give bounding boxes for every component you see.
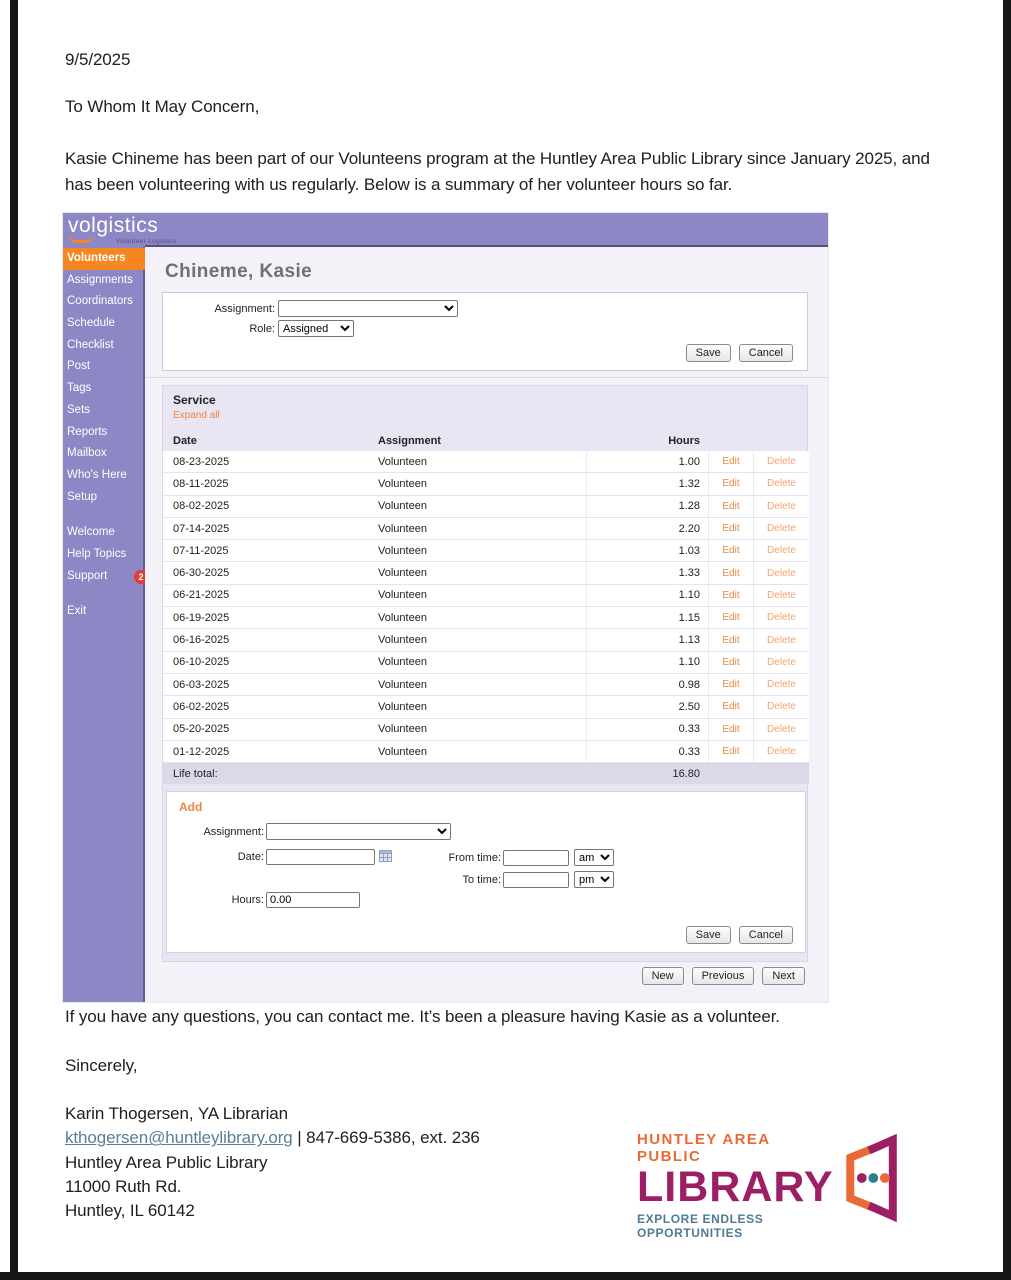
edit-link[interactable]: Edit [708,451,753,472]
add-cancel-button[interactable]: Cancel [739,926,793,944]
page-title: Chineme, Kasie [165,261,313,282]
edit-link[interactable]: Edit [708,607,753,628]
service-row [163,741,809,763]
life-total-row [163,763,809,784]
service-assignment: Volunteen [378,455,427,468]
delete-link[interactable]: Delete [753,451,809,472]
delete-link[interactable]: Delete [753,652,809,673]
service-date: 06-30-2025 [173,567,230,580]
volgistics-tagline: Volunteer Logistics [116,238,177,245]
delete-link[interactable]: Delete [753,585,809,606]
letter-date: 9/5/2025 [65,50,131,69]
add-assignment-select[interactable] [266,823,451,840]
edit-link[interactable]: Edit [708,629,753,650]
service-date: 07-14-2025 [173,522,230,535]
service-date: 08-11-2025 [173,477,229,490]
delete-link[interactable]: Delete [753,719,809,740]
service-assignment: Volunteen [378,477,427,490]
delete-link[interactable]: Delete [753,629,809,650]
next-button[interactable]: Next [762,967,805,985]
delete-link[interactable]: Delete [753,607,809,628]
email-link[interactable]: kthogersen@huntleylibrary.org [65,1128,293,1148]
volgistics-smile-icon [69,235,93,243]
service-title: Service [173,393,216,407]
assignment-form [162,292,808,371]
expand-all-link[interactable]: Expand all [173,410,220,421]
service-row [163,451,809,473]
sidebar-item[interactable]: Schedule [67,317,115,330]
service-date: 06-19-2025 [173,611,230,624]
service-hours: 1.28 [586,496,708,517]
sidebar-item[interactable]: Reports [67,425,108,438]
service-date: 06-03-2025 [173,678,230,691]
col-hours: Hours [668,435,700,447]
org-name: Huntley Area Public Library [65,1152,268,1172]
add-title: Add [179,800,203,814]
service-hours: 0.33 [586,741,708,762]
hours-label: Hours: [231,894,264,906]
service-row [163,518,809,540]
edit-link[interactable]: Edit [708,585,753,606]
sidebar-item[interactable]: Welcome [67,526,115,539]
service-hours: 1.13 [586,629,708,650]
sidebar-item[interactable]: Mailbox [67,447,107,460]
life-total-label: Life total: [173,767,218,780]
delete-link[interactable]: Delete [753,741,809,762]
service-assignment: Volunteen [378,544,427,557]
from-time-label: From time: [448,851,501,864]
sidebar-item[interactable]: Support 2 [63,566,143,588]
service-row [163,562,809,584]
delete-link[interactable]: Delete [753,496,809,517]
section-divider [145,377,828,378]
edit-link[interactable]: Edit [708,540,753,561]
service-row [163,629,809,651]
letter-salutation: To Whom It May Concern, [65,97,260,116]
edit-link[interactable]: Edit [708,652,753,673]
address-line1: 11000 Ruth Rd. [65,1176,182,1196]
to-meridiem-select[interactable] [574,871,614,888]
sidebar-item[interactable]: Who's Here [67,468,127,481]
service-date: 06-21-2025 [173,589,230,602]
page-edge-left [10,0,18,1280]
delete-link[interactable]: Delete [753,696,809,717]
service-date: 07-11-2025 [173,544,229,557]
life-total-value: 16.80 [672,767,700,780]
logo-line3: EXPLORE ENDLESS OPPORTUNITIES [637,1212,764,1240]
service-date: 08-02-2025 [173,500,230,513]
sidebar-item[interactable]: Help Topics [67,547,127,560]
sidebar-item[interactable]: Coordinators [67,295,133,308]
service-row [163,719,809,741]
sidebar-item[interactable]: Exit [67,605,87,618]
edit-link[interactable]: Edit [708,518,753,539]
service-assignment: Volunteen [378,589,427,602]
open-book-icon [837,1133,899,1228]
page-edge-bottom [0,1272,1011,1280]
phone-text: | 847-669-5386, ext. 236 [292,1128,480,1148]
col-assignment: Assignment [378,435,441,447]
service-table [163,431,809,784]
service-hours: 2.20 [586,518,708,539]
service-hours: 0.33 [586,719,708,740]
service-assignment: Volunteen [378,656,427,669]
from-meridiem-select[interactable] [574,849,614,866]
logo-line2: LIBRARY [637,1163,834,1211]
service-row [163,496,809,518]
add-service-form [166,791,806,953]
role-select[interactable] [278,320,354,337]
service-date: 01-12-2025 [173,745,230,758]
service-hours: 1.00 [586,451,708,472]
edit-link[interactable]: Edit [708,473,753,494]
service-assignment: Volunteen [378,634,427,647]
sidebar [63,247,145,1002]
signature-name: Karin Thogersen, YA Librarian [65,1104,288,1123]
contact-line [65,1126,480,1150]
service-table-header [163,431,809,451]
calendar-icon[interactable] [379,849,392,865]
main-content [145,247,828,1002]
service-row [163,540,809,562]
edit-link[interactable]: Edit [708,719,753,740]
sidebar-item[interactable]: Assignments [67,273,133,286]
from-time-input[interactable] [503,850,569,866]
service-row [163,674,809,696]
support-badge: 2 [134,570,148,584]
logo-line1: HUNTLEY AREA PUBLIC [637,1131,770,1165]
sidebar-item[interactable]: Volunteers [63,248,153,270]
sidebar-item[interactable]: Post [67,360,91,373]
service-assignment: Volunteen [378,700,427,713]
service-row [163,473,809,495]
library-logo [637,1131,899,1240]
service-row [163,585,809,607]
new-button[interactable]: New [642,967,684,985]
delete-link[interactable]: Delete [753,540,809,561]
service-hours: 2.50 [586,696,708,717]
service-date: 06-16-2025 [173,634,230,647]
service-assignment: Volunteen [378,611,427,624]
col-date: Date [173,435,197,447]
hours-input[interactable] [266,892,360,908]
letter-signoff: Sincerely, [65,1056,138,1075]
service-row [163,696,809,718]
role-label: Role: [249,322,275,335]
edit-link[interactable]: Edit [708,741,753,762]
service-assignment: Volunteen [378,678,427,691]
app-header [63,213,828,247]
edit-link[interactable]: Edit [708,674,753,695]
service-hours: 1.10 [586,585,708,606]
delete-link[interactable]: Delete [753,518,809,539]
edit-link[interactable]: Edit [708,696,753,717]
edit-link[interactable]: Edit [708,496,753,517]
service-assignment: Volunteen [378,522,427,535]
service-hours: 1.15 [586,607,708,628]
edit-link[interactable]: Edit [708,562,753,583]
address-line2: Huntley, IL 60142 [65,1201,195,1221]
date-input[interactable] [266,849,375,865]
service-assignment: Volunteen [378,500,427,513]
delete-link[interactable]: Delete [753,562,809,583]
cancel-button[interactable]: Cancel [739,344,793,362]
to-time-input[interactable] [503,872,569,888]
previous-button[interactable]: Previous [692,967,755,985]
service-assignment: Volunteen [378,745,427,758]
sidebar-nav [63,247,143,623]
service-hours: 1.03 [586,540,708,561]
record-nav [642,966,805,985]
service-row [163,607,809,629]
delete-link[interactable]: Delete [753,473,809,494]
delete-link[interactable]: Delete [753,674,809,695]
volgistics-screenshot [63,213,828,1002]
sidebar-item[interactable]: Tags [67,382,92,395]
service-date: 08-23-2025 [173,455,230,468]
letter-closing: If you have any questions, you can contact me. It’s been a pleasure having Kasie as a volunteer. [65,1007,780,1026]
service-assignment: Volunteen [378,567,427,580]
assignment-select[interactable] [278,300,458,317]
service-hours: 0.98 [586,674,708,695]
assignment-label: Assignment: [214,302,275,315]
service-hours: 1.32 [586,473,708,494]
add-save-button[interactable]: Save [686,926,731,944]
service-assignment: Volunteen [378,723,427,736]
service-hours: 1.33 [586,562,708,583]
service-hours: 1.10 [586,652,708,673]
add-assignment-label: Assignment: [203,825,264,838]
to-time-label: To time: [462,873,501,886]
service-date: 06-10-2025 [173,656,230,669]
service-date: 06-02-2025 [173,700,230,713]
sidebar-item[interactable]: Sets [67,403,91,416]
service-panel [162,385,808,962]
add-date-label: Date: [237,851,264,863]
sidebar-item[interactable]: Setup [67,490,98,503]
page-edge-right [1003,0,1011,1280]
save-button[interactable]: Save [686,344,731,362]
service-row [163,652,809,674]
signature-block [65,1102,480,1223]
letter-intro: Kasie Chineme has been part of our Volunteens program at the Huntley Area Public Library since January 2025, and has been volunteering with us regularly. Below is a summary of her volunteer hours so far. [65,149,930,194]
volgistics-logo: volgistics [68,214,159,237]
sidebar-item[interactable]: Checklist [67,338,114,351]
service-date: 05-20-2025 [173,723,230,736]
